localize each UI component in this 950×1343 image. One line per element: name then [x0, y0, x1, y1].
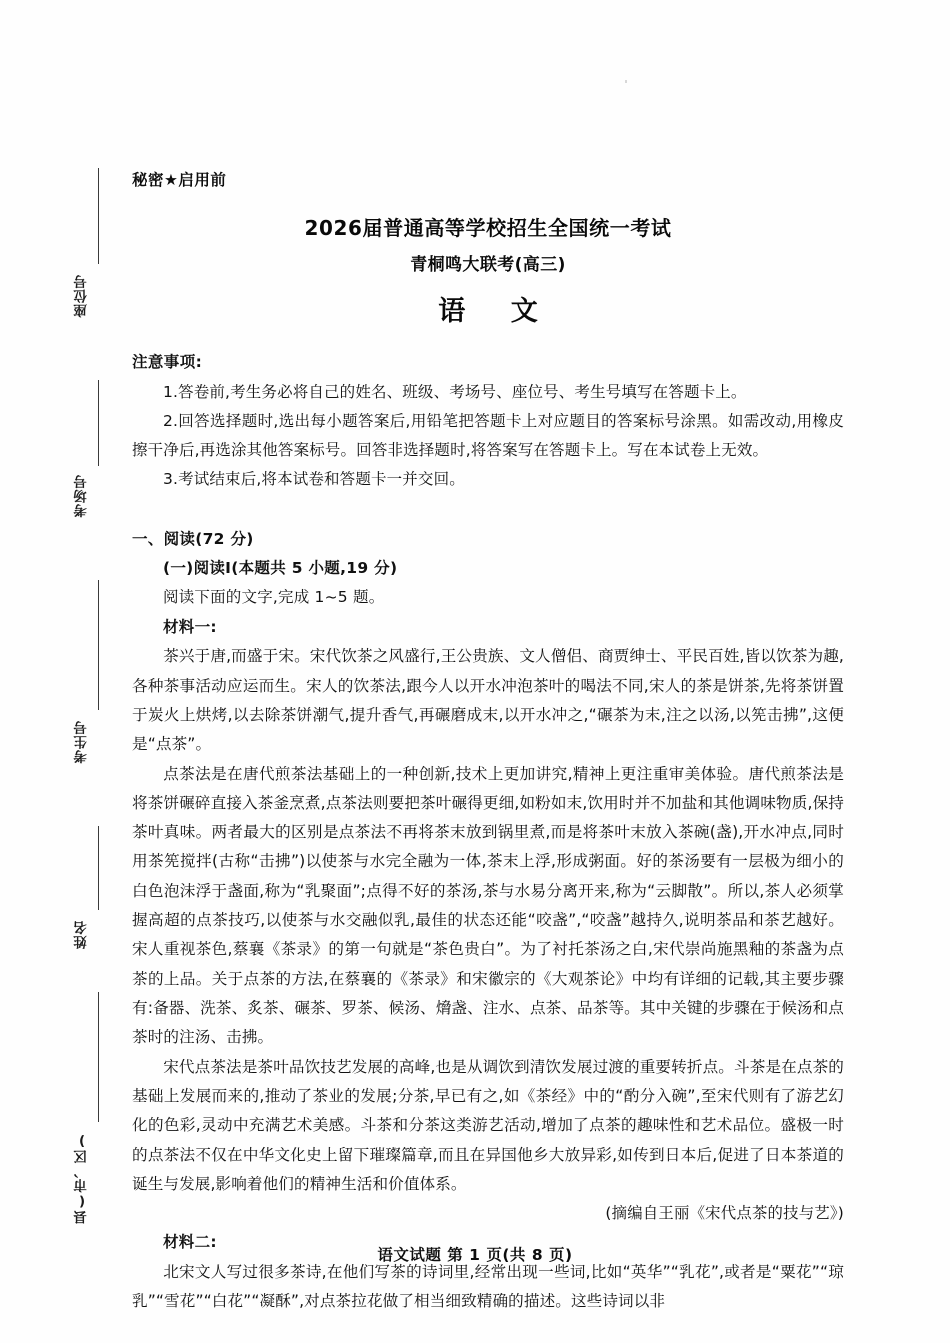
seal-label-exam-room-number: 考场号	[74, 474, 90, 518]
content-column	[132, 168, 844, 1317]
notice-item-2: 2.回答选择题时,选出每小题答案后,用铅笔把答题卡上对应题目的答案标号涂黑。如需改动,用橡皮擦干净后,再选涂其他答案标号。回答非选择题时,将答案写在答题卡上。写在本试卷上无效。	[132, 412, 844, 460]
notice-item-1: 1.答卷前,考生务必将自己的姓名、班级、考场号、座位号、考生号填写在答题卡上。	[163, 383, 747, 401]
section-instruction: 阅读下面的文字,完成 1~5 题。	[163, 588, 385, 607]
seal-label-county-city-district: 县(市、区)	[74, 1132, 90, 1224]
seal-label-name: 姓名	[74, 920, 90, 949]
scan-artifact-speck	[625, 80, 627, 83]
section-sub-heading: (一)阅读Ⅰ(本题共 5 小题,19 分)	[163, 558, 398, 577]
seal-label-candidate-number: 考生号	[74, 720, 90, 764]
notice-heading: 注意事项:	[132, 353, 203, 371]
section-heading: 一、阅读(72 分)	[132, 529, 254, 548]
seal-margin	[74, 168, 122, 1268]
material-2-paragraph-1: 北宋文人写过很多茶诗,在他们写茶的诗词里,经常出现一些词,比如“英华”“乳花”,或者是“粟花”“琼乳”“雪花”“白花”“凝酥”,对点茶拉花做了相当细致精确的描述。这些诗词以非	[132, 1262, 844, 1311]
secret-notice: 秘密★启用前	[132, 171, 227, 189]
material-1-paragraph-1: 茶兴于唐,而盛于宋。宋代饮茶之风盛行,王公贵族、文人僧侣、商贾绅士、平民百姓,皆以饮茶为趣,各种茶事活动应运而生。宋人的饮茶法,跟今人以开水冲泡茶叶的喝法不同,宋人的茶是饼茶,先将茶饼置于炭火上烘烤,以去除茶饼潮气,提升香气,再碾磨成末,以开水冲之,“碾茶为末,注之以汤,以筅击拂”,这便是“点茶”。	[132, 647, 844, 754]
seal-line-segment-4	[98, 826, 99, 910]
material-1-source: (摘编自王丽《宋代点茶的技与艺》)	[605, 1204, 844, 1223]
subject-title: 语 文	[438, 296, 556, 327]
material-1-paragraph-3: 宋代点茶法是茶叶品饮技艺发展的高峰,也是从调饮到清饮发展过渡的重要转折点。斗茶是在点茶的基础上发展而来的,推动了茶业的发展;分茶,早已有之,如《茶经》中的“酌分入碗”,至宋代则有了游艺幻化的色彩,灵动中充满艺术美感。斗茶和分茶这类游艺活动,增加了点茶的趣味性和艺术品位。盛极一时的点茶法不仅在中华文化史上留下璀璨篇章,而且在异国他乡大放异彩,如传到日本后,促进了日本茶道的诞生与发展,影响着他们的精神生活和价值体系。	[132, 1057, 844, 1193]
material-label-1: 材料一:	[163, 617, 217, 636]
title-block	[132, 212, 844, 328]
exam-subtitle: 青桐鸣大联考(高三)	[410, 255, 566, 275]
exam-title: 2026届普通高等学校招生全国统一考试	[304, 216, 672, 240]
page-footer: 语文试题 第 1 页(共 8 页)	[377, 1246, 573, 1264]
seal-line-segment-1	[98, 168, 99, 264]
seal-line-segment-2	[98, 380, 99, 466]
material-1-paragraph-2: 点茶法是在唐代煎茶法基础上的一种创新,技术上更加讲究,精神上更注重审美体验。唐代煎茶法是将茶饼碾碎直接入茶釜烹煮,点茶法则要把茶叶碾得更细,如粉如末,饮用时并不加盐和其他调味物质,保持茶叶真味。两者最大的区别是点茶法不再将茶末放到锅里煮,而是将茶叶末放入茶碗(盏),开水冲点,同时用茶筅搅拌(古称“击拂”)以使茶与水完全融为一体,茶末上浮,形成粥面。好的茶汤要有一层极为细小的白色泡沫浮于盏面,称为“乳聚面”;点得不好的茶汤,茶与水易分离开来,称为“云脚散”。所以,茶人必须掌握高超的点茶技巧,以使茶与水交融似乳,最佳的状态还能“咬盏”,“咬盏”越持久,说明茶品和茶艺越好。宋人重视茶色,蔡襄《茶录》的第一句就是“茶色贵白”。为了衬托茶汤之白,宋代崇尚施黑釉的茶盏为点茶的上品。关于点茶的方法,在蔡襄的《茶录》和宋徽宗的《大观茶论》中均有详细的记载,其主要步骤有:备器、洗茶、炙茶、碾茶、罗茶、候汤、熁盏、注水、点茶、品茶等。其中关键的步骤在于候汤和点茶时的注汤、击拂。	[132, 764, 844, 1047]
material-label-2: 材料二:	[163, 1233, 217, 1252]
seal-line-segment-3	[98, 580, 99, 710]
seal-line-segment-5	[98, 992, 99, 1122]
notice-item-3: 3.考试结束后,将本试卷和答题卡一并交回。	[163, 470, 465, 489]
spacer	[132, 495, 844, 525]
seal-label-seat-number: 座位号	[74, 274, 90, 318]
